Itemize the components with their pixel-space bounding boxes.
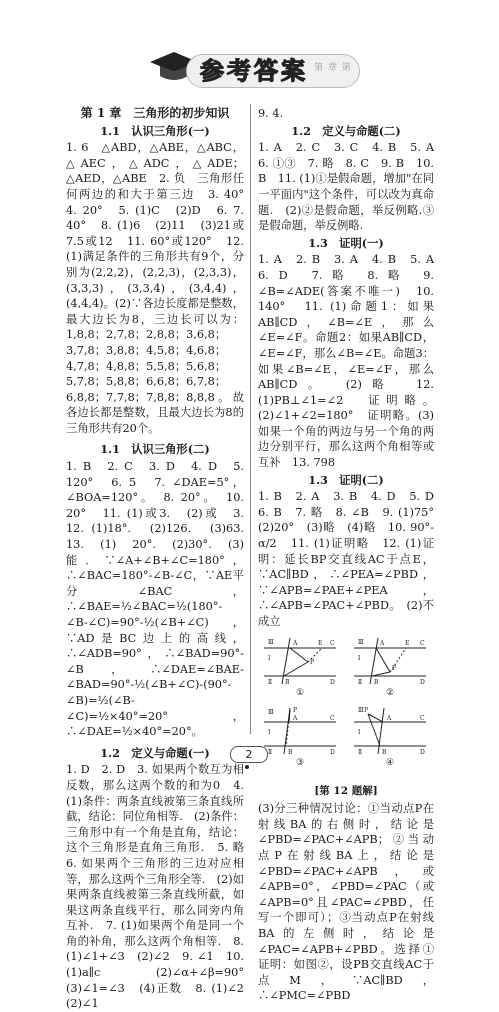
figure-label: ④ <box>385 757 395 768</box>
page-number: 2 <box>230 746 268 763</box>
answer-paragraph: 1. B 2. C 3. D 4. D 5. 120° 6. 5 7. ∠DAE=5°，∠BOA=120°。 8. 20°。 10. 20° 11. (1)或3. (2)或 3. 12. (1)18°. (2)126. (3)63. 13. (1) 20°. (2)30°. (3)能．∵∠A+∠B+∠C=180°，∴∠BAC=180°-∠B-∠C，∵AE平分∠BAC，∴∠BAE=½∠BAC=½(180°-∠B-∠C)=90°-½(∠B+∠C)，∵AD是BC边上的高线，∴∠ADB=90°，∴∠BAD=90°-∠B，∴∠DAE=∠BAE-∠BAD=90°-½(∠B+∠C)-(90°-∠B)=½(∠B-∠C)=½×40°=20°，∴∠DAE=½×40°=20°。 <box>66 460 256 739</box>
figure-mark: B <box>285 678 290 686</box>
figure-mark: C <box>330 639 335 647</box>
geometry-figure-3 <box>260 702 340 768</box>
figure-mark: A <box>293 714 298 722</box>
section-title: 1.2 定义与命题(一) <box>100 745 210 760</box>
figure-mark: B <box>382 748 387 756</box>
geometry-figure-1 <box>260 632 340 698</box>
answer-paragraph: (3)分三种情况讨论：①当动点P在射线BA的右侧时，结论是∠PBD=∠PAC+∠APB；②当动点P在射线BA上，结论是∠PBD=∠PAC+∠APB，或∠APB=0°，∠PBD=∠PAC（或∠APB=0°且∠PAC=∠PBD，任写一个即可）；③当动点P在射线BA的左侧时，结论是∠PAC=∠APB+∠PBD。选择①证明：如图②，设PB交直线AC于点M，∵AC∥BD，∴∠PMC=∠PBD <box>258 802 434 1003</box>
figure-mark: Ⅲ <box>268 638 274 646</box>
figure-mark: D <box>420 748 425 756</box>
figure-mark: Ⅰ <box>268 728 271 736</box>
chapter-title: 第 1 章 三角形的初步知识 <box>80 106 230 120</box>
figure-mark: B <box>288 748 293 756</box>
left-column <box>66 106 256 1012</box>
figure-grid <box>258 632 434 782</box>
figure-mark: Ⅲ <box>358 706 364 714</box>
figure-mark: Ⅲ <box>268 708 274 716</box>
figure-mark: D <box>330 678 335 686</box>
page-dot <box>245 765 249 769</box>
figure-mark: P <box>293 706 298 714</box>
figure-mark: E <box>405 639 410 647</box>
answer-paragraph: 1. D 2. D 3. 如果两个数互为相反数，那么这两个数的和为0 4. (1)条件：两条直线被第三条直线所截，结论：同位角相等. (2)条件：三角形中有一个角是直角，结论：这个三角形是直角三角形. 5. 略 6. 如果两个三角形的三边对应相等，那么这两个三角形全等. (2)如果两条直线被第三条直线所截，如果这两条直线平行，那么同旁内角互补. 7. (1)如果两个角是同一个角的补角，那么这两个角相等. 8. (1)∠1+∠3 (2)∠2 9. ∠1 10. (1)a∥c (2)∠α+∠β=90° (3)∠1=∠3 (4)正数 8. (1)∠2 (2)∠1 <box>66 763 256 1011</box>
figure-mark: B <box>374 678 379 686</box>
figure-label: ② <box>385 687 395 698</box>
figure-mark: A <box>387 714 392 722</box>
figure-mark: P <box>364 706 369 714</box>
section-title: 1.1 认识三角形(一) <box>100 123 210 138</box>
section-title: 1.3 证明(一) <box>308 235 384 250</box>
figure-label: ① <box>295 687 305 698</box>
figure-mark: Ⅱ <box>358 678 363 686</box>
figure-mark: C <box>420 714 425 722</box>
answer-paragraph: 1. B 2. A 3. B 4. D 5. D 6. B 7. 略 8. ∠B 9. (1)75° (2)20° (3)略 (4)略 10. 90°-α/2 11. (1)证明略 12. (1)证明：延长BP交直线AC于点E，∵AC∥BD，∴∠PEA=∠PBD，∵∠APB=∠PAE+∠PEA，∴∠APB=∠PAC+∠PBD。 (2)不成立 <box>258 490 446 628</box>
figure-mark: Ⅰ <box>358 654 361 662</box>
figure-mark: P <box>392 664 397 672</box>
section-title: 1.3 证明(二) <box>308 472 384 487</box>
figure-mark: A <box>293 639 298 647</box>
figure-mark: C <box>330 714 335 722</box>
figure-caption: [第 12 题解] <box>314 784 378 797</box>
figure-mark: Ⅱ <box>358 748 363 756</box>
figure-mark: Ⅰ <box>358 728 361 736</box>
answer-paragraph: 1. A 2. B 3. A 4. B 5. A 6. D 7. 略 8. 略 9. ∠B=∠ADE(答案不唯一) 10. 140° 11. (1)命题1：如果AB∥CD，∠B=∠E，那么∠E=∠F。命题2：如果AB∥CD，∠E=∠F，那么∠B=∠E。命题3：如果∠B=∠E，∠E=∠F，那么AB∥CD。 (2)略 12. (1)PB⊥∠1=∠2 证明略。(2)∠1+∠2=180° 证明略。(3)如果一个角的两边与另一个角的两边分别平行，那么这两个角相等或互补 13. 798 <box>258 253 446 470</box>
figure-mark: A <box>380 639 385 647</box>
page-title: 参考答案 <box>200 57 308 85</box>
section-title: 1.2 定义与命题(二) <box>291 123 401 138</box>
figure-mark: D <box>330 748 335 756</box>
figure-mark: P <box>310 658 315 666</box>
figure-mark: Ⅱ <box>268 748 273 756</box>
figure-mark: Ⅰ <box>268 654 271 662</box>
geometry-figure-4 <box>350 702 430 768</box>
figure-mark: Ⅱ <box>268 678 273 686</box>
banner-decoration: 第 章 第 <box>314 63 352 73</box>
geometry-figure-2 <box>350 632 430 698</box>
figure-label: ③ <box>295 757 305 768</box>
answer-paragraph: 1. A 2. C 3. C 4. B 5. A 6. ①③ 7. 略 8. C 9. B 10. B 11. (1)①是假命题，增加"在同一平面内"这个条件，可以改为真命题. (2)②是假命题，举反例略.③是假命题，举反例略. <box>258 141 446 233</box>
figure-mark: D <box>420 678 425 686</box>
figure-mark: Ⅲ <box>358 638 364 646</box>
answer-line: 9. 4. <box>258 107 284 120</box>
figure-mark: C <box>420 639 425 647</box>
answer-paragraph: 1. 6 △ABD，△ABE，△ABC，△AEC，△ADC，△ADE；△AED，△ABE 2. 负 三角形任何两边的和大于第三边 3. 40° 4. 20° 5. (1)C (2)D 6. 7. 40° 8. (1)6 (2)11 (3)21或7.5或12 11. 60°或120° 12. (1)满足条件的三角形共有9个，分别为(2,2,2)，(2,2,3)，(2,3,3)，(3,3,3)，(3,3,4)，(3,4,4)，(4,4,4)。(2)∵各边长度都是整数，最大边长为8，三边长可以为：1,8,8；2,7,8；2,8,8；3,6,8；3,7,8；3,8,8；4,5,8；4,6,8；4,7,8；4,8,8；5,5,8；5,6,8；5,7,8；5,8,8；6,6,8；6,7,8；6,8,8；7,7,8；7,8,8；8,8,8。故各边长都是整数，且最大边长为8的三角形共有20个。 <box>66 141 256 435</box>
right-column <box>258 106 446 1004</box>
section-title: 1.1 认识三角形(二) <box>100 442 210 457</box>
answer-banner <box>148 46 360 92</box>
figure-mark: E <box>318 639 323 647</box>
